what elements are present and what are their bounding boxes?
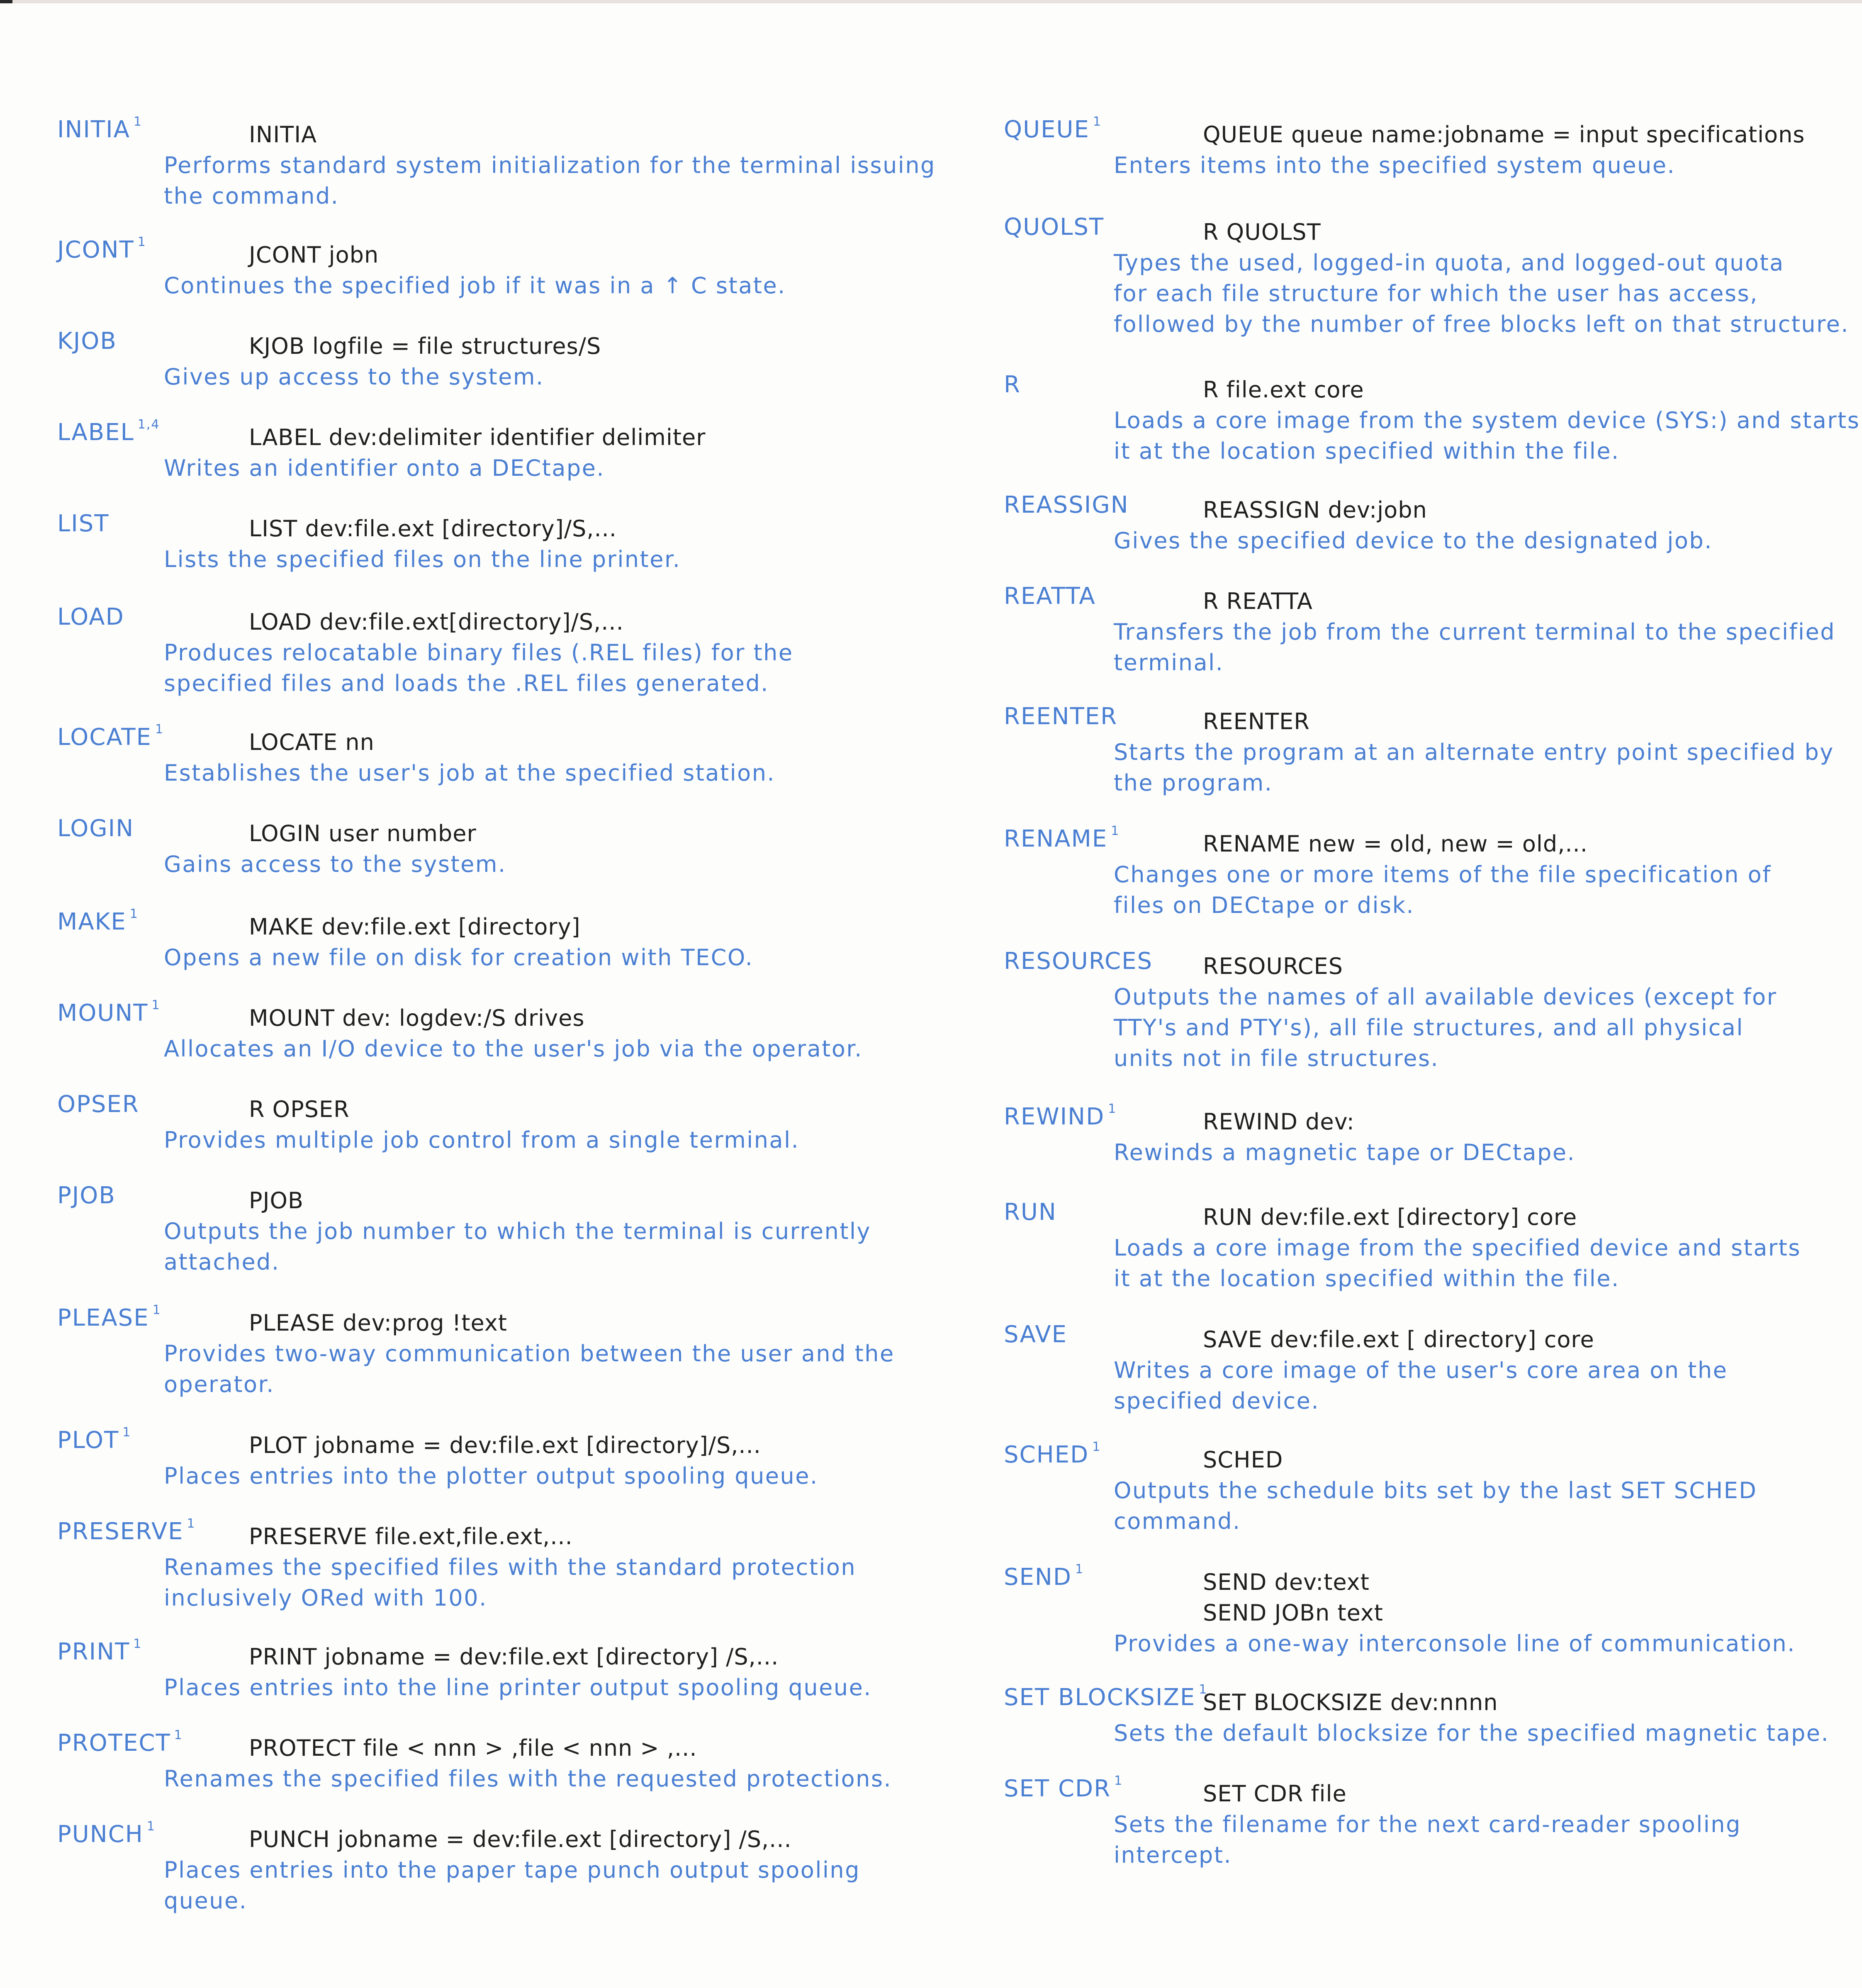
command-syntax: [1203, 1324, 1594, 1355]
command-name-text: REWIND: [1004, 1103, 1105, 1130]
command-name: [57, 815, 134, 842]
command-description: [1114, 617, 1835, 678]
command-description: [1114, 1355, 1728, 1416]
footnote-marker: 1: [1093, 114, 1102, 129]
description-line: Loads a core image from the specified device and starts: [1114, 1235, 1801, 1261]
command-name-text: RUN: [1004, 1199, 1057, 1226]
syntax-line: R QUOLST: [1203, 219, 1321, 245]
description-line: intercept.: [1114, 1842, 1232, 1868]
footnote-marker: 1: [1111, 824, 1120, 838]
footnote-marker: 1: [151, 998, 161, 1012]
command-description: [1114, 405, 1860, 467]
command-name-text: LOAD: [57, 603, 124, 630]
description-line: Gives up access to the system.: [164, 364, 544, 390]
command-description: [1114, 737, 1834, 798]
command-description: [1114, 1137, 1575, 1168]
description-line: attached.: [164, 1249, 280, 1275]
syntax-line: PJOB: [249, 1187, 304, 1214]
syntax-line: MAKE dev:file.ext [directory]: [249, 914, 581, 940]
command-name: [57, 116, 142, 143]
command-syntax: [249, 513, 617, 544]
syntax-line: PLEASE dev:prog !text: [249, 1310, 507, 1336]
syntax-line: PLOT jobname = dev:file.ext [directory]/S,...: [249, 1432, 761, 1458]
description-line: Establishes the user's job at the specified station.: [164, 760, 776, 786]
description-line: Gives the specified device to the designated job.: [1114, 528, 1713, 554]
command-description: [164, 1672, 872, 1703]
description-line: specified files and loads the .REL files generated.: [164, 670, 769, 696]
command-syntax: [249, 1733, 697, 1764]
syntax-line: REENTER: [1203, 708, 1310, 735]
command-name-text: LOGIN: [57, 815, 134, 842]
footnote-marker: 1: [137, 235, 146, 249]
command-name: [1004, 214, 1104, 241]
description-line: Outputs the names of all available devices (except for: [1114, 984, 1777, 1010]
command-syntax: [249, 818, 477, 849]
command-name-text: SEND: [1004, 1564, 1072, 1591]
command-name: [1004, 583, 1096, 610]
command-description: [1114, 859, 1772, 921]
description-line: the program.: [1114, 770, 1273, 796]
syntax-line: R OPSER: [249, 1096, 350, 1122]
command-name: [57, 1000, 161, 1027]
description-line: Renames the specified files with the standard protection: [164, 1554, 857, 1580]
command-name-text: REATTA: [1004, 583, 1096, 610]
syntax-line: SET BLOCKSIZE dev:nnnn: [1203, 1689, 1498, 1715]
syntax-line: PRESERVE file.ext,file.ext,...: [249, 1523, 573, 1550]
description-line: terminal.: [1114, 650, 1224, 676]
command-syntax: [249, 1308, 507, 1338]
command-name: [1004, 1775, 1123, 1802]
command-description: [164, 1125, 799, 1156]
command-name-text: INITIA: [57, 116, 130, 143]
description-line: Changes one or more items of the file specification of: [1114, 861, 1772, 888]
command-name: [1004, 1564, 1084, 1591]
description-line: Provides a one-way interconsole line of communication.: [1114, 1630, 1796, 1657]
syntax-line: SEND JOBn text: [1203, 1600, 1383, 1626]
command-description: [164, 1034, 863, 1064]
syntax-line: PRINT jobname = dev:file.ext [directory] /S,...: [249, 1644, 779, 1670]
command-description: [1114, 1718, 1829, 1749]
syntax-line: R REATTA: [1203, 588, 1313, 614]
command-syntax: [1203, 1779, 1347, 1809]
command-name-text: REASSIGN: [1004, 492, 1129, 518]
footnote-marker: 1: [1075, 1562, 1084, 1577]
command-syntax: [249, 1094, 350, 1125]
command-name: [1004, 1321, 1067, 1348]
command-syntax: [1203, 1687, 1498, 1718]
command-name: [57, 908, 139, 935]
description-line: Places entries into the line printer output spooling queue.: [164, 1674, 872, 1701]
footnote-marker: 1: [146, 1819, 156, 1834]
syntax-line: LIST dev:file.ext [directory]/S,...: [249, 516, 617, 542]
description-line: Allocates an I/O device to the user's job via the operator.: [164, 1036, 863, 1062]
command-description: [1114, 150, 1675, 181]
footnote-marker: 1: [155, 722, 164, 737]
syntax-line: JCONT jobn: [249, 242, 379, 268]
command-name-text: KJOB: [57, 328, 117, 355]
command-description: [1114, 982, 1777, 1074]
command-name: [1004, 116, 1102, 143]
command-name: [57, 1304, 161, 1331]
description-line: specified device.: [1114, 1388, 1320, 1414]
command-syntax: [249, 607, 624, 638]
description-line: Places entries into the plotter output spooling queue.: [164, 1463, 818, 1489]
description-line: Enters items into the specified system queue.: [1114, 152, 1676, 178]
footnote-marker: 1: [152, 1303, 161, 1317]
command-description: [164, 638, 793, 699]
command-syntax: [1203, 951, 1343, 982]
command-syntax: [249, 331, 601, 362]
syntax-line: RUN dev:file.ext [directory] core: [1203, 1204, 1577, 1230]
command-name-text: REENTER: [1004, 703, 1118, 730]
command-name: [57, 1427, 131, 1454]
command-name-text: PROTECT: [57, 1730, 171, 1757]
description-line: queue.: [164, 1888, 248, 1914]
syntax-line: LOAD dev:file.ext[directory]/S,...: [249, 609, 624, 635]
command-name-text: QUOLST: [1004, 214, 1105, 241]
command-name-text: SET BLOCKSIZE: [1004, 1684, 1196, 1711]
command-syntax: [249, 727, 375, 758]
command-name: [57, 1821, 156, 1848]
command-name: [1004, 1684, 1207, 1711]
command-name: [1004, 492, 1129, 518]
description-line: Starts the program at an alternate entry point specified by: [1114, 739, 1834, 765]
command-name: [1004, 703, 1117, 730]
command-description: [164, 849, 506, 880]
command-description: [164, 1216, 871, 1277]
command-description: [164, 270, 786, 301]
command-name-text: JCONT: [57, 236, 134, 263]
description-line: Types the used, logged-in quota, and logged-out quota: [1114, 250, 1784, 276]
description-line: Renames the specified files with the requested protections.: [164, 1766, 892, 1792]
command-syntax: [1203, 495, 1427, 526]
syntax-line: KJOB logfile = file structures/S: [249, 333, 601, 359]
command-description: [164, 942, 753, 973]
command-syntax: [1203, 706, 1310, 737]
command-description: [1114, 1475, 1757, 1537]
description-line: Writes a core image of the user's core area on the: [1114, 1357, 1728, 1383]
description-line: Performs standard system initialization for the terminal issuing: [164, 152, 936, 178]
description-line: Produces relocatable binary files (.REL files) for the: [164, 640, 793, 666]
command-syntax: [249, 240, 379, 270]
command-description: [164, 544, 681, 575]
command-name-text: R: [1004, 371, 1021, 398]
command-name-text: MOUNT: [57, 1000, 148, 1027]
command-description: [164, 362, 544, 392]
command-syntax: [1203, 119, 1805, 150]
command-description: [164, 1461, 818, 1492]
description-line: Continues the specified job if it was in a ↑ C state.: [164, 273, 786, 299]
description-line: TTY's and PTY's), all file structures, and all physical: [1114, 1015, 1744, 1041]
command-name: [57, 510, 109, 537]
command-name-text: SET CDR: [1004, 1775, 1111, 1802]
command-description: [164, 758, 775, 788]
command-description: [164, 150, 936, 212]
command-description: [164, 1338, 895, 1400]
command-syntax: [249, 1642, 779, 1672]
right-command-column: [937, 0, 1860, 1988]
footnote-marker: 1: [1108, 1102, 1117, 1116]
command-syntax: [1203, 375, 1364, 405]
command-description: [164, 453, 605, 484]
syntax-line: SAVE dev:file.ext [ directory] core: [1203, 1326, 1594, 1353]
description-line: it at the location specified within the file.: [1114, 438, 1620, 464]
syntax-line: PUNCH jobname = dev:file.ext [directory] /S,...: [249, 1826, 792, 1852]
command-description: [1114, 1628, 1796, 1659]
syntax-line: LOCATE nn: [249, 729, 375, 755]
command-syntax: [249, 912, 581, 942]
footnote-marker: 1,4: [137, 417, 160, 432]
syntax-line: PROTECT file < nnn > ,file < nnn > ,...: [249, 1735, 697, 1761]
command-name-text: SCHED: [1004, 1441, 1089, 1468]
command-syntax: [249, 119, 317, 150]
command-name-text: MAKE: [57, 908, 127, 935]
syntax-line: LABEL dev:delimiter identifier delimiter: [249, 424, 706, 450]
description-line: units not in file structures.: [1114, 1045, 1439, 1071]
description-line: Places entries into the paper tape punch output spooling: [164, 1857, 860, 1883]
command-name: [57, 328, 117, 355]
footnote-marker: 1: [1092, 1440, 1101, 1454]
command-syntax: [249, 422, 706, 453]
description-line: inclusively ORed with 100.: [164, 1585, 487, 1611]
command-name: [1004, 1199, 1057, 1226]
command-name: [57, 724, 164, 751]
footnote-marker: 1: [129, 907, 139, 921]
command-name-text: RESOURCES: [1004, 948, 1153, 975]
footnote-marker: 1: [122, 1425, 131, 1440]
command-name-text: LOCATE: [57, 724, 152, 751]
command-name: [57, 1182, 116, 1209]
command-syntax: [249, 1430, 761, 1461]
syntax-line: RENAME new = old, new = old,...: [1203, 831, 1588, 857]
command-name-text: PJOB: [57, 1182, 116, 1209]
command-name: [1004, 948, 1153, 975]
command-name-text: SAVE: [1004, 1321, 1068, 1348]
description-line: Outputs the job number to which the terminal is currently: [164, 1218, 871, 1244]
command-name: [57, 1730, 183, 1757]
command-syntax: [1203, 1567, 1383, 1628]
footnote-marker: 1: [1199, 1682, 1208, 1697]
command-name: [57, 1518, 196, 1545]
description-line: Writes an identifier onto a DECtape.: [164, 455, 605, 481]
command-name-text: RENAME: [1004, 825, 1108, 852]
command-name-text: PRESERVE: [57, 1518, 184, 1545]
command-syntax: [1203, 586, 1313, 617]
description-line: the command.: [164, 183, 339, 209]
command-description: [164, 1764, 892, 1794]
command-description: [1114, 1233, 1801, 1294]
syntax-line: RESOURCES: [1203, 953, 1343, 979]
command-name: [57, 603, 124, 630]
syntax-line: SET CDR file: [1203, 1781, 1347, 1807]
description-line: Sets the default blocksize for the specified magnetic tape.: [1114, 1720, 1830, 1746]
command-name: [57, 419, 160, 446]
syntax-line: INITIA: [249, 122, 317, 148]
syntax-line: R file.ext core: [1203, 377, 1364, 403]
command-name-text: PLOT: [57, 1427, 119, 1454]
syntax-line: SCHED: [1203, 1447, 1283, 1473]
command-syntax: [249, 1003, 584, 1034]
command-description: [164, 1855, 860, 1916]
command-description: [1114, 526, 1713, 556]
syntax-line: SEND dev:text: [1203, 1569, 1370, 1595]
command-syntax: [249, 1185, 304, 1216]
command-description: [1114, 248, 1849, 340]
description-line: Rewinds a magnetic tape or DECtape.: [1114, 1139, 1576, 1166]
command-syntax: [1203, 1445, 1283, 1475]
description-line: it at the location specified within the file.: [1114, 1265, 1620, 1292]
command-name: [1004, 371, 1021, 398]
description-line: Gains access to the system.: [164, 851, 506, 877]
command-name: [1004, 825, 1120, 852]
footnote-marker: 1: [133, 114, 143, 129]
command-syntax: [1203, 217, 1321, 248]
command-name-text: PRINT: [57, 1638, 130, 1665]
command-name: [57, 236, 146, 263]
command-syntax: [1203, 829, 1588, 859]
description-line: files on DECtape or disk.: [1114, 892, 1415, 918]
footnote-marker: 1: [174, 1728, 183, 1742]
footnote-marker: 1: [1114, 1774, 1123, 1788]
syntax-line: MOUNT dev: logdev:/S drives: [249, 1005, 585, 1031]
syntax-line: REASSIGN dev:jobn: [1203, 497, 1427, 523]
command-name: [57, 1091, 139, 1118]
description-line: for each file structure for which the user has access,: [1114, 280, 1758, 307]
command-name-text: LIST: [57, 510, 110, 537]
footnote-marker: 1: [133, 1637, 142, 1651]
description-line: followed by the number of free blocks left on that structure.: [1114, 311, 1850, 337]
command-description: [164, 1552, 856, 1613]
command-name-text: PUNCH: [57, 1821, 144, 1848]
command-syntax: [249, 1824, 792, 1855]
command-syntax: [1203, 1107, 1355, 1137]
command-name: [1004, 1103, 1117, 1130]
command-name-text: OPSER: [57, 1091, 139, 1118]
syntax-line: LOGIN user number: [249, 820, 477, 847]
footnote-marker: 1: [187, 1516, 196, 1531]
description-line: Provides multiple job control from a single terminal.: [164, 1127, 800, 1153]
command-syntax: [249, 1521, 573, 1552]
description-line: Provides two-way communication between the user and the: [164, 1341, 895, 1367]
description-line: Sets the filename for the next card-reader spooling: [1114, 1811, 1741, 1837]
command-description: [1114, 1809, 1741, 1871]
syntax-line: QUEUE queue name:jobname = input specifications: [1203, 122, 1805, 148]
syntax-line: REWIND dev:: [1203, 1109, 1355, 1135]
description-line: Outputs the schedule bits set by the last SET SCHED: [1114, 1477, 1757, 1504]
command-name-text: QUEUE: [1004, 116, 1090, 143]
command-name-text: LABEL: [57, 419, 134, 446]
description-line: operator.: [164, 1371, 275, 1397]
command-name-text: PLEASE: [57, 1304, 149, 1331]
description-line: command.: [1114, 1508, 1241, 1534]
command-name: [57, 1638, 142, 1665]
description-line: Transfers the job from the current terminal to the specified: [1114, 619, 1836, 645]
description-line: Lists the specified files on the line printer.: [164, 546, 681, 572]
command-syntax: [1203, 1202, 1577, 1233]
command-name: [1004, 1441, 1101, 1468]
description-line: Loads a core image from the system device (SYS:) and starts: [1114, 407, 1860, 433]
description-line: Opens a new file on disk for creation with TECO.: [164, 944, 754, 971]
